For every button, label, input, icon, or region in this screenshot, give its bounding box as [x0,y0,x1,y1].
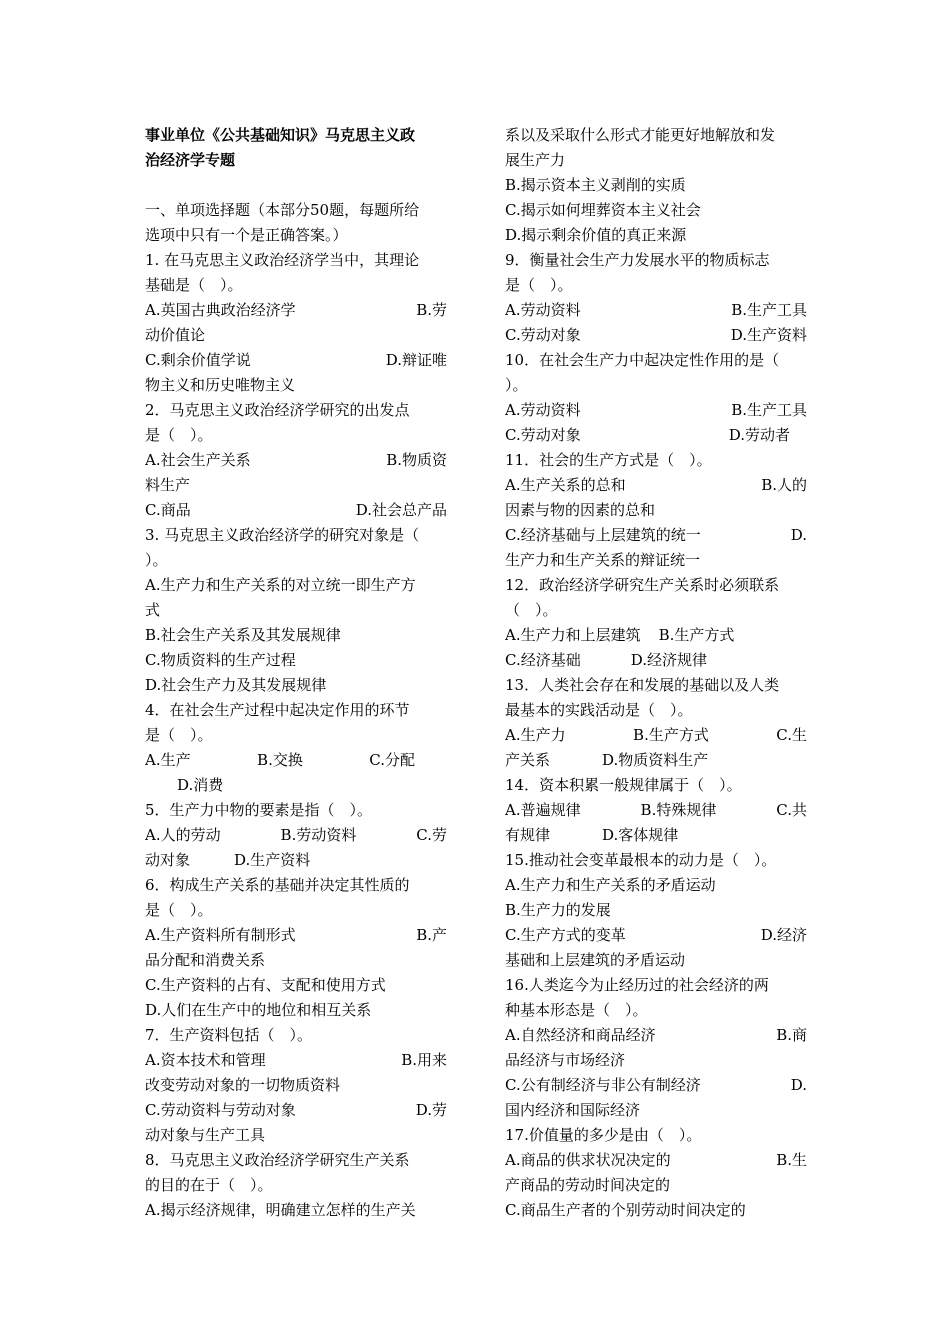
question-15-options-cd [505,923,807,948]
document-title: 事业单位《公共基础知识》马克思主义政 [145,126,416,144]
question-2-stem-cont: 是（ ）。 [145,426,213,444]
option-a: A.生产资料所有制形式 [145,926,296,944]
question-5-options-cd [145,848,447,873]
question-6-options-ab [145,923,447,948]
question-3-stem-cont: ）。 [145,551,168,569]
option-c-cont: 产关系 [505,751,551,769]
question-7-options-ab [145,1048,447,1073]
option-a: A.英国古典政治经济学 [145,301,296,319]
option-b: B.交换 [257,751,303,769]
option-d: D.生产资料 [234,851,311,869]
option-b: B.劳 [416,301,447,319]
option-a: A.普遍规律 [505,801,581,819]
option-b-cont: 动价值论 [145,326,206,344]
option-c: C.物质资料的生产过程 [145,651,296,669]
question-10-stem: 10．在社会生产力中起决定性作用的是（ [505,351,780,369]
question-2-options-cd [145,498,447,523]
option-c: C.生产方式的变革 [505,926,626,944]
question-2-stem: 2．马克思主义政治经济学研究的出发点 [145,401,410,419]
question-5-options-abc [145,823,447,848]
option-c: C.生产资料的占有、支配和使用方式 [145,976,386,994]
question-9-options-ab [505,298,807,323]
option-b: B.商 [776,1026,807,1044]
question-2-options-ab [145,448,447,473]
option-b: B.劳动资料 [280,826,357,844]
option-a: A.生产力和生产关系的矛盾运动 [505,876,716,894]
option-d-cont: 物主义和历史唯物主义 [145,376,296,394]
option-a: A.生产力和上层建筑 [505,626,641,644]
question-7-options-cd [145,1098,447,1123]
option-a: A.商品的供求状况决定的 [505,1151,671,1169]
question-5-stem: 5．生产力中物的要素是指（ ）。 [145,801,373,819]
option-c: C.分配 [369,751,415,769]
question-8-stem: 8．马克思主义政治经济学研究生产关系 [145,1151,410,1169]
option-d-cont: 国内经济和国际经济 [505,1101,641,1119]
question-12-options-ab [505,623,807,648]
question-4-stem: 4．在社会生产过程中起决定作用的环节 [145,701,410,719]
question-1-options-cd [145,348,447,373]
option-b: B.社会生产关系及其发展规律 [145,626,341,644]
option-b: B.生产方式 [658,626,735,644]
question-16-stem: 16.人类迄今为止经历过的社会经济的两 [505,976,769,994]
question-6-stem: 6．构成生产关系的基础并决定其性质的 [145,876,410,894]
question-13-options-abc [505,723,807,748]
option-b: B.特殊规律 [640,801,717,819]
option-a-cont: 系以及采取什么形式才能更好地解放和发 [505,126,776,144]
option-d: D.社会总产品 [355,501,447,519]
option-a: A.生产力 [505,726,566,744]
option-b: B.物质资 [386,451,447,469]
option-b: B.生产方式 [633,726,709,744]
question-12-stem-cont: （ ）。 [505,601,558,619]
question-14-stem: 14．资本积累一般规律属于（ ）。 [505,776,742,794]
question-10-stem-cont: ）。 [505,376,528,394]
option-b: B.生产工具 [731,301,807,319]
option-a: A.生产力和生产关系的对立统一即生产方 [145,576,416,594]
option-c: C.经济基础 [505,651,581,669]
question-9-stem: 9．衡量社会生产力发展水平的物质标志 [505,251,770,269]
option-c: C.经济基础与上层建筑的统一 [505,526,701,544]
option-c: C.商品生产者的个别劳动时间决定的 [505,1201,746,1219]
question-12-options-cd [505,648,807,673]
section-heading-cont: 选项中只有一个是正确答案。） [145,226,348,244]
question-14-options-abc [505,798,807,823]
option-d: D. [790,526,807,544]
section-heading: 一、单项选择题（本部分50题，每题所给 [145,201,420,219]
option-b: B.用来 [401,1051,447,1069]
question-11-options-cd [505,523,807,548]
option-c: C.商品 [145,501,191,519]
option-c: C.公有制经济与非公有制经济 [505,1076,701,1094]
question-13-stem-cont: 最基本的实践活动是（ ）。 [505,701,693,719]
left-column [145,123,447,1223]
option-d: D.人们在生产中的地位和相互关系 [145,1001,372,1019]
question-9-options-cd [505,323,807,348]
option-b: B.人的 [761,476,807,494]
option-b-cont: 产商品的劳动时间决定的 [505,1176,671,1194]
option-c: C.剩余价值学说 [145,351,251,369]
question-16-stem-cont: 种基本形态是（ ）。 [505,1001,648,1019]
option-c: C.劳动对象 [505,426,581,444]
option-a: A.生产 [145,751,191,769]
option-a: A.自然经济和商品经济 [505,1026,656,1044]
option-d: D.经济 [760,926,807,944]
option-a: A.社会生产关系 [145,451,251,469]
option-c: C.劳动对象 [505,326,581,344]
option-b: B.揭示资本主义剥削的实质 [505,176,686,194]
question-16-options-cd [505,1073,807,1098]
option-b: B.产 [416,926,447,944]
question-1-options-ab [145,298,447,323]
question-4-options [145,748,447,773]
option-d: D.揭示剩余价值的真正来源 [505,226,687,244]
option-c-cont: 有规律 [505,826,551,844]
option-a: A.人的劳动 [145,826,221,844]
option-a: A.生产关系的总和 [505,476,626,494]
document-title-cont: 治经济学专题 [145,151,236,169]
option-c: C.劳 [416,826,447,844]
question-6-stem-cont: 是（ ）。 [145,901,213,919]
question-11-options-ab [505,473,807,498]
question-8-stem-cont: 的目的在于（ ）。 [145,1176,273,1194]
option-c: C.劳动资料与劳动对象 [145,1101,296,1119]
question-15-stem: 15.推动社会变革最根本的动力是（ ）。 [505,851,777,869]
question-17-options-ab [505,1148,807,1173]
option-d-cont: 基础和上层建筑的矛盾运动 [505,951,686,969]
option-a: A.揭示经济规律，明确建立怎样的生产关 [145,1201,416,1219]
option-d: D.生产资料 [730,326,807,344]
option-d: D.社会生产力及其发展规律 [145,676,327,694]
question-12-stem: 12．政治经济学研究生产关系时必须联系 [505,576,780,594]
option-a: A.资本技术和管理 [145,1051,266,1069]
option-b-cont: 品分配和消费关系 [145,951,266,969]
question-10-options-cd [505,423,807,448]
option-a-cont: 展生产力 [505,151,566,169]
question-9-stem-cont: 是（ ）。 [505,276,573,294]
option-a: A.劳动资料 [505,301,581,319]
option-b: B.生产力的发展 [505,901,611,919]
option-a: A.劳动资料 [505,401,581,419]
option-d: D.劳动者 [728,426,790,444]
option-d: D.消费 [177,776,224,794]
question-17-stem: 17.价值量的多少是由（ ）。 [505,1126,702,1144]
option-b-cont: 料生产 [145,476,191,494]
option-b: B.生 [776,1151,807,1169]
question-3-stem: 3. 马克思主义政治经济学的研究对象是（ [145,526,420,544]
option-d: D.客体规律 [602,826,679,844]
option-c: C.揭示如何埋葬资本主义社会 [505,201,701,219]
option-d-cont: 生产力和生产关系的辩证统一 [505,551,701,569]
option-c: C.生 [776,726,807,744]
question-16-options-ab [505,1023,807,1048]
option-b-cont: 改变劳动对象的一切物质资料 [145,1076,341,1094]
option-a-cont: 式 [145,601,161,619]
option-d: D.经济规律 [630,651,707,669]
option-c: C.共 [776,801,807,819]
question-7-stem: 7．生产资料包括（ ）。 [145,1026,313,1044]
option-d: D.劳 [415,1101,447,1119]
option-c-cont: 动对象 [145,851,191,869]
option-d-cont: 动对象与生产工具 [145,1126,266,1144]
option-d: D. [790,1076,807,1094]
question-4-stem-cont: 是（ ）。 [145,726,213,744]
question-13-stem: 13．人类社会存在和发展的基础以及人类 [505,676,780,694]
option-b-cont: 品经济与市场经济 [505,1051,626,1069]
question-1-stem-cont: 基础是（ ）。 [145,276,243,294]
option-d: D.物质资料生产 [602,751,709,769]
option-b: B.生产工具 [731,401,807,419]
option-d: D.辩证唯 [385,351,447,369]
option-b-cont: 因素与物的因素的总和 [505,501,656,519]
question-11-stem: 11．社会的生产方式是（ ）。 [505,451,712,469]
question-10-options-ab [505,398,807,423]
question-1-stem: 1. 在马克思主义政治经济学当中，其理论 [145,251,420,269]
question-14-options-cd [505,823,807,848]
question-13-options-cd [505,748,807,773]
right-column [505,123,807,1223]
